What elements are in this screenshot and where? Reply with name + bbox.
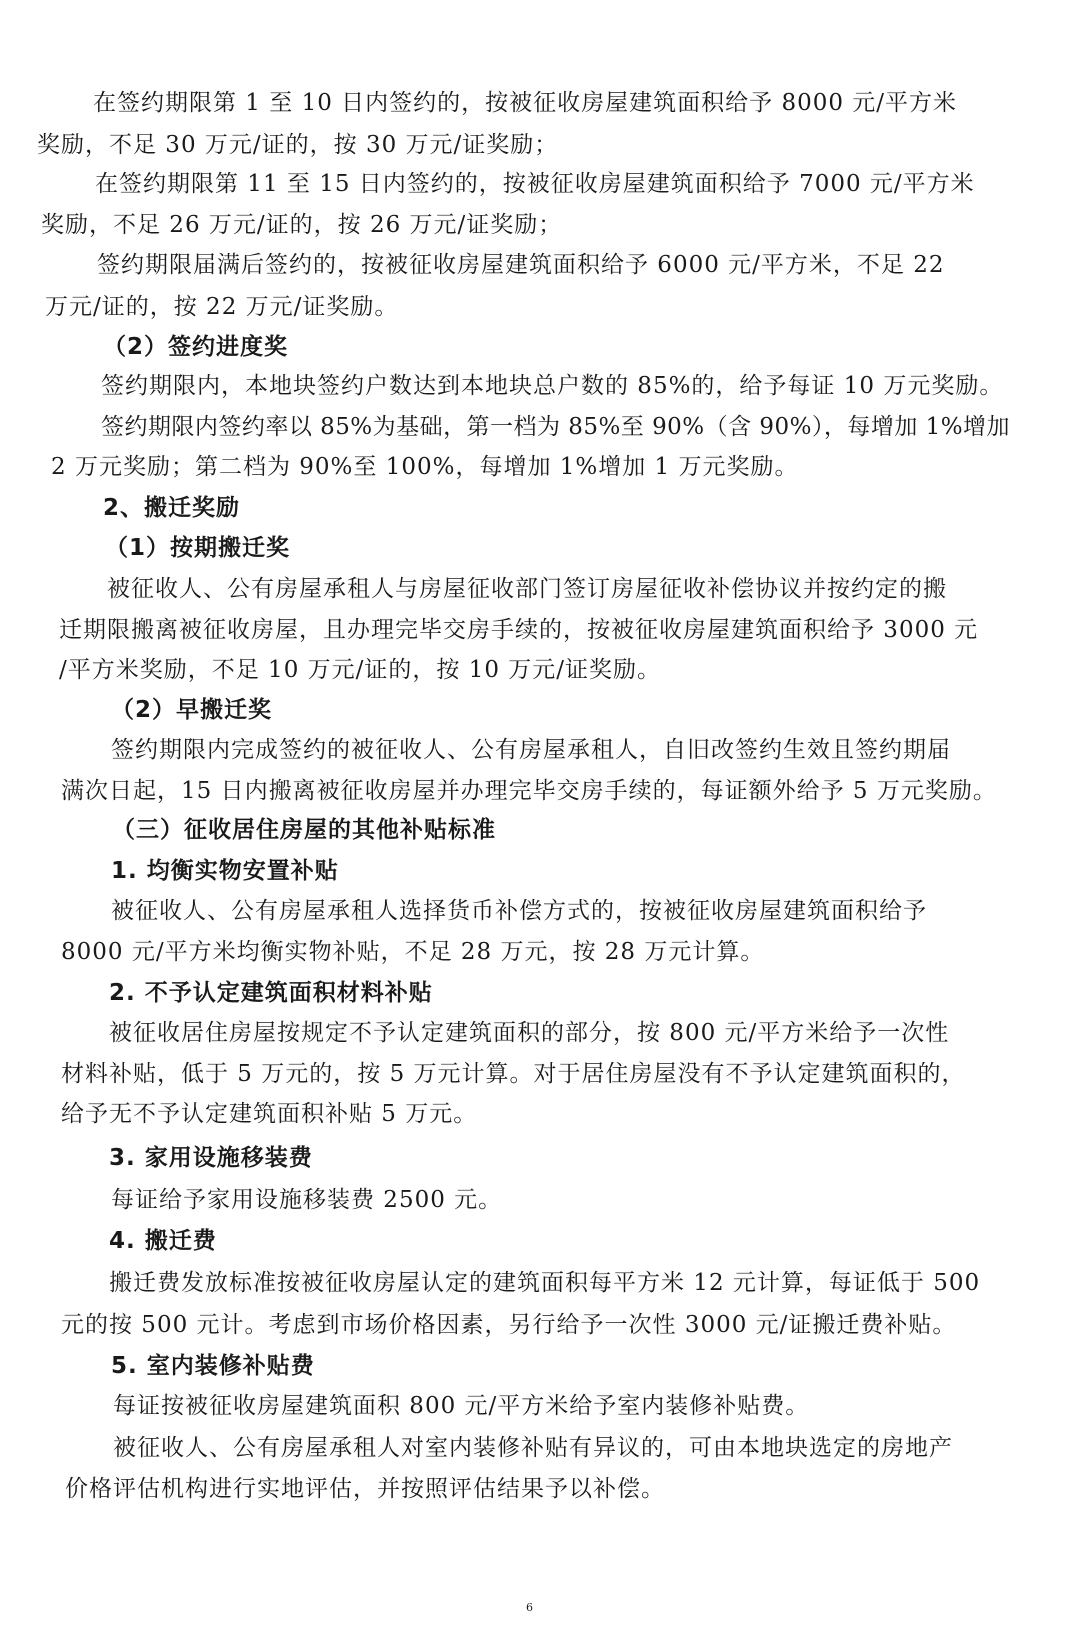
section-heading: （2）早搬迁奖 (111, 697, 273, 723)
paragraph-line: /平方米奖励，不足 10 万元/证的，按 10 万元/证奖励。 (59, 657, 662, 683)
paragraph-line: 给予无不予认定建筑面积补贴 5 万元。 (61, 1101, 478, 1127)
paragraph-line: 被征收居住房屋按规定不予认定建筑面积的部分，按 800 元/平方米给予一次性 (109, 1020, 950, 1046)
paragraph-line: 8000 元/平方米均衡实物补贴，不足 28 万元，按 28 万元计算。 (61, 939, 765, 965)
paragraph-line: 迁期限搬离被征收房屋，且办理完毕交房手续的，按被征收房屋建筑面积给予 3000 元 (59, 617, 979, 643)
paragraph-line: 元的按 500 元计。考虑到市场价格因素，另行给予一次性 3000 元/证搬迁费补贴。 (61, 1312, 957, 1338)
section-heading: 5. 室内装修补贴费 (111, 1353, 315, 1379)
paragraph-line: 每证按被征收房屋建筑面积 800 元/平方米给予室内装修补贴费。 (113, 1393, 810, 1419)
paragraph-line: 签约期限届满后签约的，按被征收房屋建筑面积给予 6000 元/平方米，不足 22 (97, 252, 945, 278)
paragraph-line: 每证给予家用设施移装费 2500 元。 (111, 1187, 503, 1213)
paragraph-line: 被征收人、公有房屋承租人选择货币补偿方式的，按被征收房屋建筑面积给予 (111, 898, 927, 924)
page-number: 6 (526, 1601, 533, 1614)
section-heading: 4. 搬迁费 (109, 1228, 217, 1254)
paragraph-line: 签约期限内签约率以 85%为基础，第一档为 85%至 90%（含 90%），每增加 1%增加 (101, 414, 1010, 440)
section-heading: （2）签约进度奖 (103, 334, 289, 360)
section-heading: 2. 不予认定建筑面积材料补贴 (109, 980, 433, 1006)
paragraph-line: 万元/证的，按 22 万元/证奖励。 (45, 294, 399, 320)
paragraph-line: 2 万元奖励；第二档为 90%至 100%，每增加 1%增加 1 万元奖励。 (51, 454, 799, 480)
paragraph-line: 满次日起，15 日内搬离被征收房屋并办理完毕交房手续的，每证额外给予 5 万元奖励。 (61, 778, 997, 804)
section-heading: 1. 均衡实物安置补贴 (111, 858, 339, 884)
paragraph-line: 在签约期限第 11 至 15 日内签约的，按被征收房屋建筑面积给予 7000 元/平方米 (95, 171, 975, 197)
paragraph-line: 签约期限内完成签约的被征收人、公有房屋承租人，自旧改签约生效且签约期届 (111, 737, 951, 763)
section-heading: 2、搬迁奖励 (103, 495, 241, 521)
paragraph-line: 被征收人、公有房屋承租人对室内装修补贴有异议的，可由本地块选定的房地产 (113, 1435, 953, 1461)
paragraph-line: 被征收人、公有房屋承租人与房屋征收部门签订房屋征收补偿协议并按约定的搬 (107, 576, 947, 602)
section-heading: （三）征收居住房屋的其他补贴标准 (112, 817, 496, 843)
paragraph-line: 签约期限内，本地块签约户数达到本地块总户数的 85%的，给予每证 10 万元奖励。 (101, 373, 1004, 399)
paragraph-line: 奖励，不足 26 万元/证的，按 26 万元/证奖励； (41, 212, 563, 238)
section-heading: 3. 家用设施移装费 (109, 1145, 313, 1171)
paragraph-line: 价格评估机构进行实地评估，并按照评估结果予以补偿。 (65, 1476, 665, 1502)
paragraph-line: 材料补贴，低于 5 万元的，按 5 万元计算。对于居住房屋没有不予认定建筑面积的， (61, 1061, 966, 1087)
paragraph-line: 在签约期限第 1 至 10 日内签约的，按被征收房屋建筑面积给予 8000 元/平方米 (93, 90, 958, 116)
paragraph-line: 搬迁费发放标准按被征收房屋认定的建筑面积每平方米 12 元计算，每证低于 500 (109, 1270, 981, 1296)
section-heading: （1）按期搬迁奖 (105, 535, 291, 561)
paragraph-line: 奖励，不足 30 万元/证的，按 30 万元/证奖励； (37, 132, 559, 158)
